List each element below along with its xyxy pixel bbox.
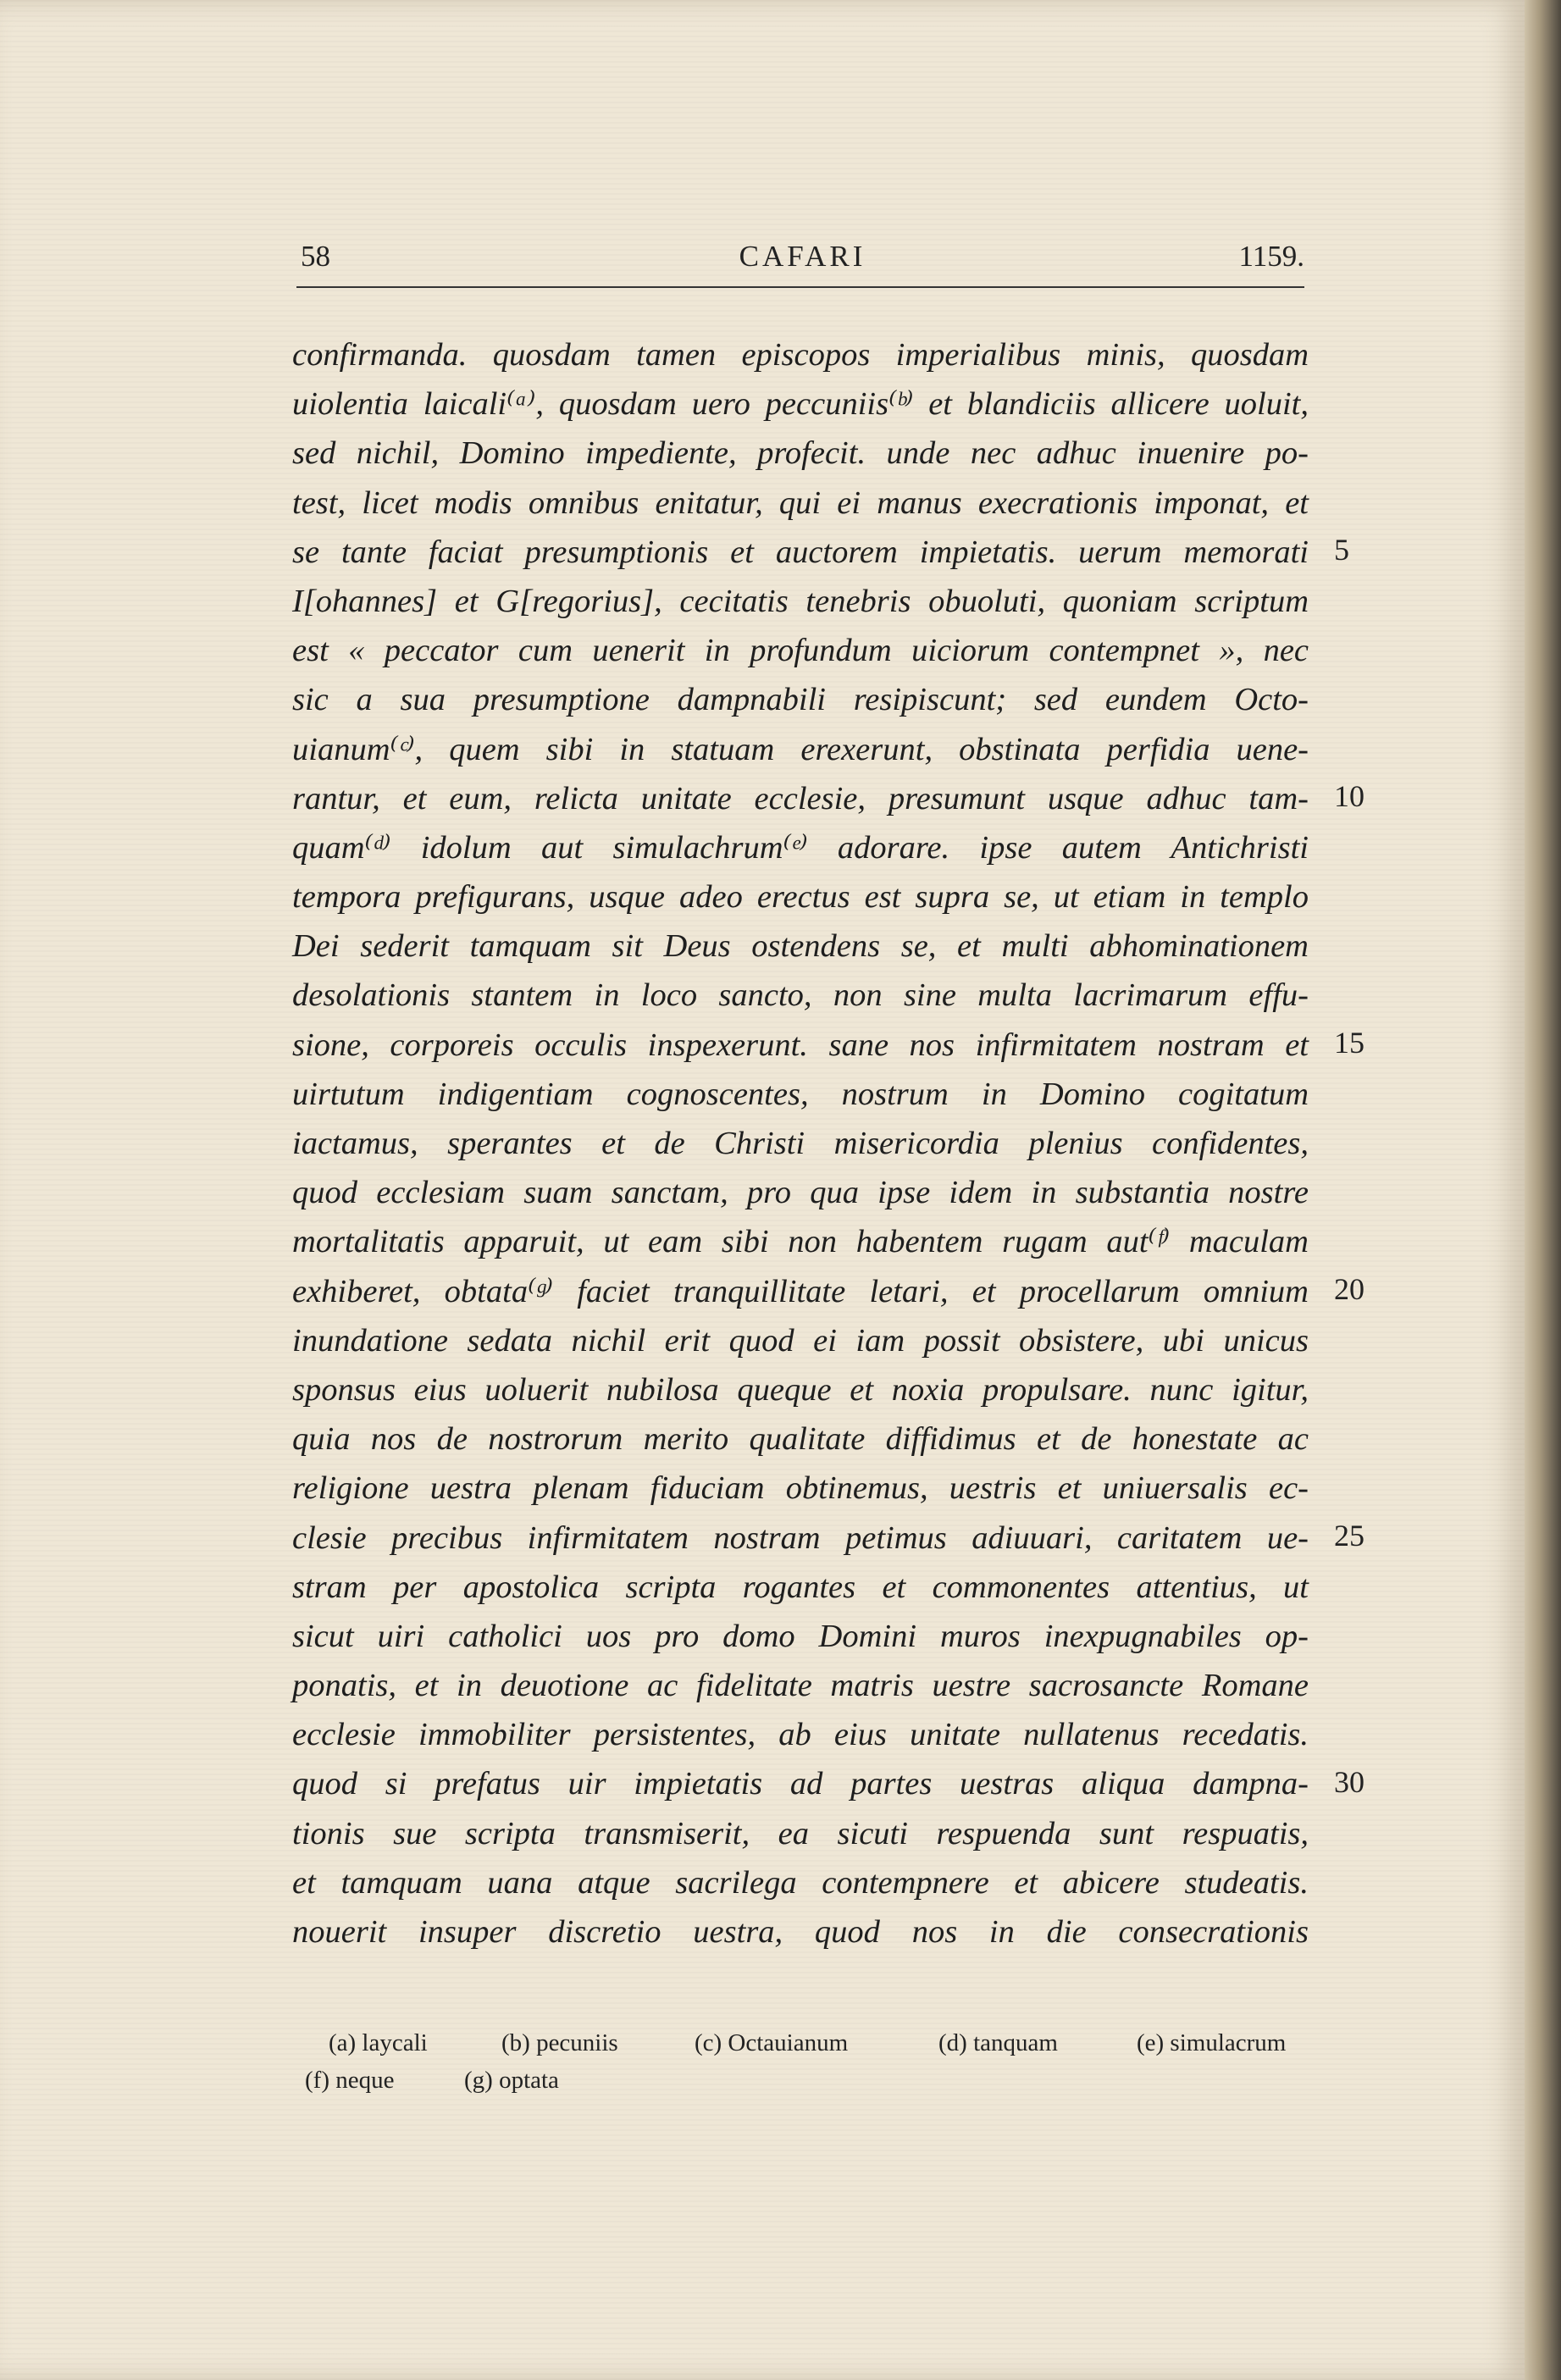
text-line: sione, corporeis occulis inspexerunt. sane nos infirmitatem nostram et [292,1027,1309,1063]
text-line: sponsus eius uoluerit nubilosa queque et noxia propulsare. nunc igitur, [292,1371,1309,1408]
text-line: test, licet modis omnibus enitatur, qui ei manus execrationis imponat, et [292,484,1309,521]
line-number: 30 [1334,1765,1364,1799]
text-line: exhiberet, obtata⁽ᵍ⁾ faciet tranquillitate letari, et procellarum omnium [292,1273,1309,1309]
footnote: (d) tanquam [938,2029,1058,2056]
text-line: rantur, et eum, relicta unitate ecclesie, presumunt usque adhuc tam- [292,780,1309,816]
running-year: 1159. [1238,240,1304,273]
line-number: 10 [1334,779,1364,813]
footnote: (b) pecuniis [501,2029,618,2056]
text-line: uianum⁽ᶜ⁾, quem sibi in statuam erexerunt, obstinata perfidia uene- [292,731,1309,767]
running-title: CAFARI [739,240,866,273]
body-text [292,330,1309,1957]
line-number: 15 [1334,1026,1364,1060]
text-line: desolationis stantem in loco sancto, non sine multa lacrimarum effu- [292,977,1309,1014]
line-number: 5 [1334,533,1349,567]
text-line: sic a sua presumptione dampnabili resipiscunt; sed eundem Octo- [292,682,1309,718]
footnotes [305,2029,1304,2104]
text-line: uirtutum indigentiam cognoscentes, nostrum in Domino cogitatum [292,1076,1309,1112]
text-line: stram per apostolica scripta rogantes et commonentes attentius, ut [292,1569,1309,1605]
text-line: sed nichil, Domino impediente, profecit. unde nec adhuc inuenire po- [292,435,1309,472]
text-line: uiolentia laicali⁽ᵃ⁾, quosdam uero peccuniis⁽ᵇ⁾ et blandiciis allicere uoluit, [292,386,1309,423]
text-line: tionis sue scripta transmiserit, ea sicuti respuenda sunt respuatis, [292,1815,1309,1851]
text-line: quam⁽ᵈ⁾ idolum aut simulachrum⁽ᵉ⁾ adorare. ipse autem Antichristi [292,829,1309,866]
line-number: 25 [1334,1519,1364,1553]
text-line: mortalitatis apparuit, ut eam sibi non habentem rugam aut⁽ᶠ⁾ maculam [292,1224,1309,1260]
text-line: ecclesie immobiliter persistentes, ab eius unitate nullatenus recedatis. [292,1717,1309,1753]
footnote-row [305,2067,1304,2104]
text-line: I[ohannes] et G[regorius], cecitatis tenebris obuoluti, quoniam scriptum [292,583,1309,619]
text-line: et tamquam uana atque sacrilega contempnere et abicere studeatis. [292,1864,1309,1901]
text-line: se tante faciat presumptionis et auctorem impietatis. uerum memorati [292,534,1309,570]
text-line: ponatis, et in deuotione ac fidelitate matris uestre sacrosancte Romane [292,1668,1309,1704]
footnote: (c) Octauianum [695,2029,849,2056]
text-line: quia nos de nostrorum merito qualitate diffidimus et de honestate ac [292,1421,1309,1458]
text-line: quod si prefatus uir impietatis ad partes uestras aliqua dampna- [292,1766,1309,1802]
footnote-row [305,2029,1304,2067]
running-head [301,240,1304,282]
footnote: (g) optata [464,2067,559,2094]
page-edge [1525,0,1561,2380]
text-line: nouerit insuper discretio uestra, quod nos in die consecrationis [292,1914,1309,1950]
text-line: clesie precibus infirmitatem nostram petimus adiuuari, caritatem ue- [292,1519,1309,1556]
footnote: (e) simulacrum [1137,2029,1287,2056]
text-line: Dei sederit tamquam sit Deus ostendens se, et multi abhominationem [292,928,1309,965]
page-number: 58 [301,240,330,273]
text-line: religione uestra plenam fiduciam obtinemus, uestris et uniuersalis ec- [292,1470,1309,1507]
text-line: confirmanda. quosdam tamen episcopos imperialibus minis, quosdam [292,337,1309,373]
footnote: (f) neque [305,2067,395,2094]
footnote: (a) laycali [329,2029,428,2056]
text-line: sicut uiri catholici uos pro domo Domini muros inexpugnabiles op- [292,1618,1309,1654]
header-rule [296,286,1304,288]
text-line: quod ecclesiam suam sanctam, pro qua ipse idem in substantia nostre [292,1175,1309,1211]
text-line: iactamus, sperantes et de Christi misericordia plenius confidentes, [292,1126,1309,1161]
text-line: est « peccator cum uenerit in profundum uiciorum contempnet », nec [292,633,1309,669]
line-number: 20 [1334,1272,1364,1306]
text-line: inundatione sedata nichil erit quod ei iam possit obsistere, ubi unicus [292,1322,1309,1359]
text-line: tempora prefigurans, usque adeo erectus est supra se, ut etiam in templo [292,879,1309,916]
